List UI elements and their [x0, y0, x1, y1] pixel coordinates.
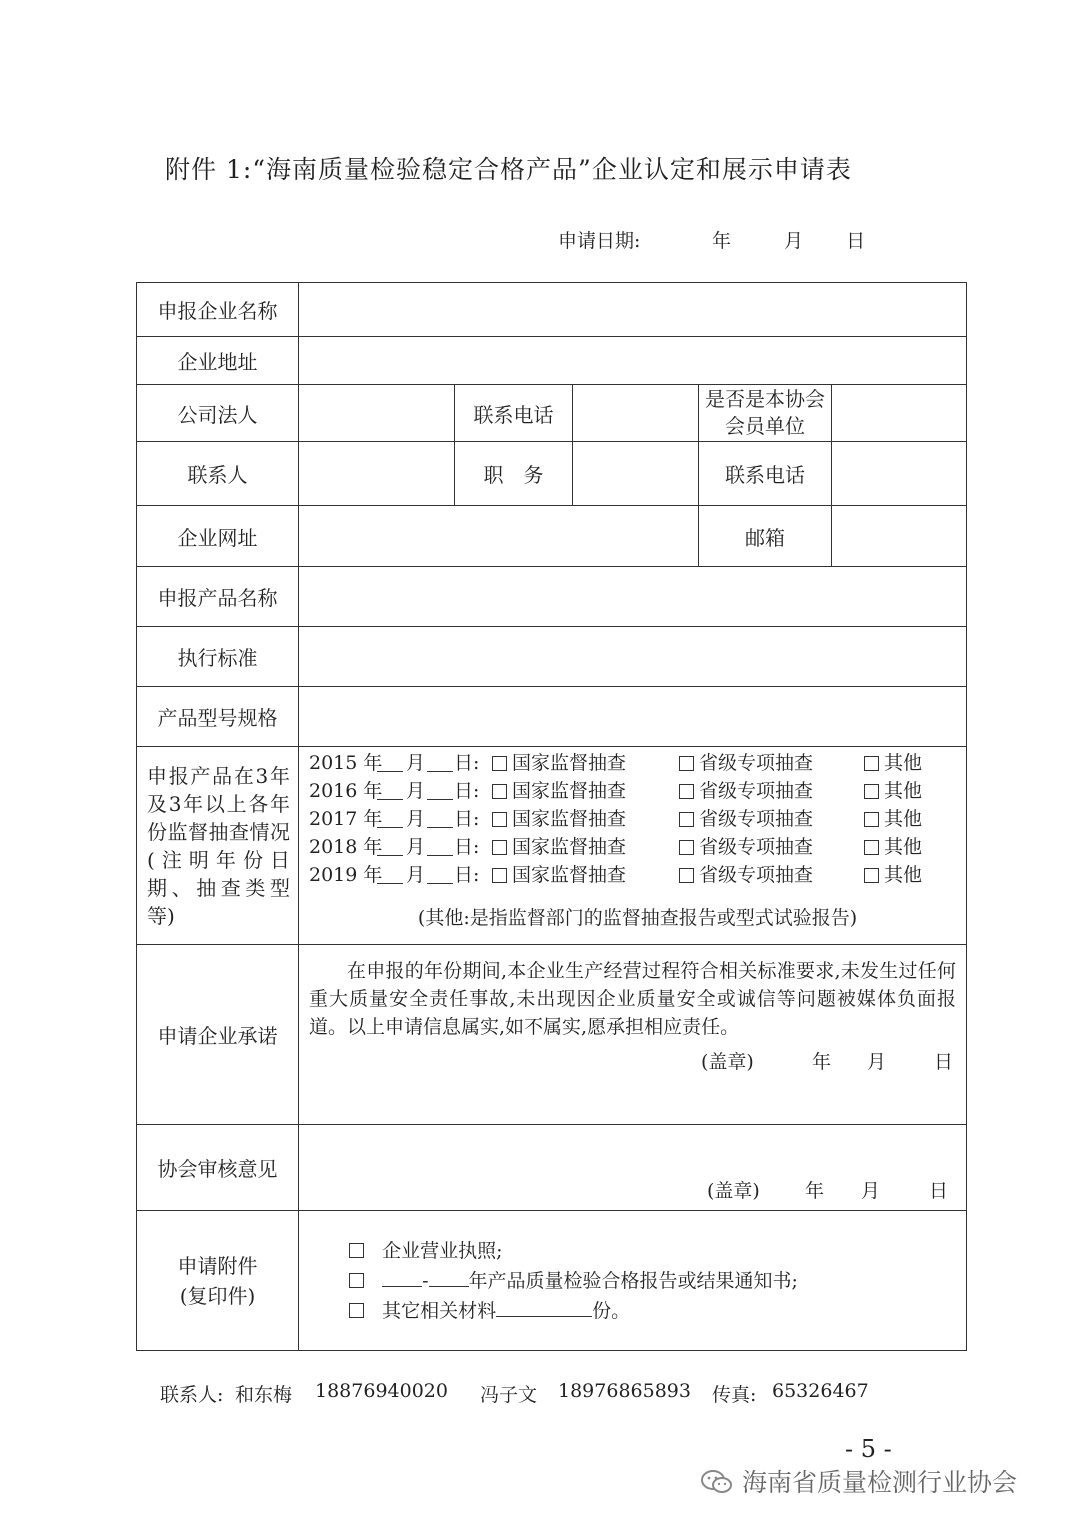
checkbox[interactable]	[679, 840, 694, 855]
blank-month[interactable]	[377, 777, 403, 800]
checkbox[interactable]	[492, 756, 507, 771]
contact-person-2: 冯子文	[480, 1384, 538, 1406]
contact-person-1: 和东梅	[235, 1384, 293, 1406]
inspection-year-row	[309, 833, 966, 861]
attachment-item-1: 企业营业执照;	[349, 1236, 966, 1266]
inspection-month-label: 月	[406, 752, 426, 774]
member-label: 是否是本协会会员单位	[699, 385, 832, 442]
pledge-stamp: (盖章)	[701, 1051, 754, 1073]
attachments-label-1: 申请附件	[177, 1253, 258, 1278]
company-address-label: 企业地址	[137, 337, 299, 385]
company-address-field[interactable]	[299, 337, 967, 385]
blank-day[interactable]	[427, 861, 453, 884]
phone2-field[interactable]	[832, 442, 967, 506]
pledge-month: 月	[867, 1051, 887, 1073]
review-month: 月	[861, 1180, 881, 1202]
option-national: 国家监督抽查	[512, 808, 627, 830]
review-cell[interactable]	[299, 1125, 967, 1211]
member-field[interactable]	[832, 385, 967, 442]
blank-month[interactable]	[377, 749, 403, 772]
blank-line[interactable]	[382, 1286, 422, 1287]
legal-person-label: 公司法人	[137, 385, 299, 442]
company-name-label: 申报企业名称	[137, 283, 299, 337]
phone2-label: 联系电话	[699, 442, 832, 506]
inspection-year-row	[309, 861, 966, 889]
option-other: 其他	[884, 808, 923, 830]
application-date-month: 月	[784, 230, 804, 252]
attachments-cell	[299, 1211, 967, 1351]
application-date-label: 申请日期:	[558, 230, 641, 252]
standard-field[interactable]	[299, 627, 967, 687]
option-other: 其他	[884, 780, 923, 802]
position-field[interactable]	[573, 442, 699, 506]
checkbox[interactable]	[679, 756, 694, 771]
product-name-label: 申报产品名称	[137, 567, 299, 627]
option-other: 其他	[884, 752, 923, 774]
pledge-year: 年	[812, 1051, 832, 1073]
inspection-month-label: 月	[406, 780, 426, 802]
inspection-year: 2019 年	[309, 864, 383, 886]
inspection-month-label: 月	[406, 836, 426, 858]
review-stamp: (盖章)	[707, 1180, 760, 1202]
inspection-day-label: 日:	[454, 780, 480, 802]
checkbox[interactable]	[492, 868, 507, 883]
inspection-note: (其他:是指监督部门的监督抽查报告或型式试验报告)	[417, 907, 858, 929]
model-spec-field[interactable]	[299, 687, 967, 747]
fax-number: 65326467	[772, 1380, 869, 1402]
pledge-label: 申请企业承诺	[137, 945, 299, 1125]
checkbox[interactable]	[349, 1243, 364, 1258]
inspection-year: 2016 年	[309, 780, 383, 802]
blank-month[interactable]	[377, 861, 403, 884]
application-date	[558, 226, 865, 253]
page-number: - 5 -	[845, 1435, 892, 1463]
website-label: 企业网址	[137, 506, 299, 567]
inspection-label: 申报产品在3年及3年以上各年份监督抽查情况(注明年份日期、抽查类型等)	[137, 747, 299, 945]
company-name-field[interactable]	[299, 283, 967, 337]
contact-label: 联系人:	[160, 1384, 224, 1406]
checkbox[interactable]	[864, 840, 879, 855]
option-other: 其他	[884, 836, 923, 858]
application-date-day: 日	[846, 230, 866, 252]
blank-day[interactable]	[427, 805, 453, 828]
inspection-day-label: 日:	[454, 752, 480, 774]
option-provincial: 省级专项抽查	[699, 836, 814, 858]
pledge-day: 日	[934, 1051, 954, 1073]
checkbox[interactable]	[679, 868, 694, 883]
checkbox[interactable]	[864, 756, 879, 771]
inspection-year: 2015 年	[309, 752, 383, 774]
checkbox[interactable]	[679, 784, 694, 799]
phone-label: 联系电话	[455, 385, 573, 442]
legal-person-field[interactable]	[299, 385, 455, 442]
standard-label: 执行标准	[137, 627, 299, 687]
inspection-year-row	[309, 805, 966, 833]
attachments-label-2: (复印件)	[179, 1283, 256, 1308]
blank-month[interactable]	[377, 833, 403, 856]
product-name-field[interactable]	[299, 567, 967, 627]
option-other: 其他	[884, 864, 923, 886]
option-national: 国家监督抽查	[512, 752, 627, 774]
application-form-table	[136, 282, 967, 1351]
watermark-text: 海南省质量检测行业协会	[742, 1468, 1018, 1497]
option-provincial: 省级专项抽查	[699, 752, 814, 774]
email-field[interactable]	[832, 506, 967, 567]
pledge-cell	[299, 945, 967, 1125]
watermark	[700, 1463, 1017, 1499]
inspection-day-label: 日:	[454, 864, 480, 886]
checkbox[interactable]	[492, 840, 507, 855]
checkbox[interactable]	[492, 812, 507, 827]
review-day: 日	[929, 1180, 949, 1202]
inspection-year: 2018 年	[309, 836, 383, 858]
contact-phone-2: 18976865893	[558, 1380, 691, 1402]
checkbox[interactable]	[864, 868, 879, 883]
attachment-item-2: - 年产品质量检验合格报告或结果通知书;	[349, 1266, 966, 1296]
attachment-item-3: 其它相关材料 份。	[349, 1296, 966, 1326]
blank-day[interactable]	[427, 833, 453, 856]
model-spec-label: 产品型号规格	[137, 687, 299, 747]
checkbox[interactable]	[492, 784, 507, 799]
pledge-text: 在申报的年份期间,本企业生产经营过程符合相关标准要求,未发生过任何重大质量安全责任事故,未出现因企业质量安全或诚信等问题被媒体负面报道。以上申请信息属实,如不属实,愿承担相应责任。	[309, 960, 957, 1038]
option-provincial: 省级专项抽查	[699, 864, 814, 886]
website-field[interactable]	[299, 506, 699, 567]
option-provincial: 省级专项抽查	[699, 780, 814, 802]
email-label: 邮箱	[699, 506, 832, 567]
inspection-day-label: 日:	[454, 836, 480, 858]
review-year: 年	[805, 1180, 825, 1202]
inspection-year-row	[309, 749, 966, 777]
inspection-day-label: 日:	[454, 808, 480, 830]
attachments-label	[137, 1211, 299, 1351]
blank-line[interactable]	[496, 1316, 592, 1317]
inspection-year: 2017 年	[309, 808, 383, 830]
document-title: 附件 1:“海南质量检验稳定合格产品”企业认定和展示申请表	[165, 155, 852, 184]
checkbox[interactable]	[864, 812, 879, 827]
review-label: 协会审核意见	[137, 1125, 299, 1211]
blank-month[interactable]	[377, 805, 403, 828]
phone-field[interactable]	[573, 385, 699, 442]
option-national: 国家监督抽查	[512, 780, 627, 802]
checkbox[interactable]	[349, 1273, 364, 1288]
wechat-icon	[700, 1469, 734, 1495]
contact-person-field[interactable]	[299, 442, 455, 506]
blank-day[interactable]	[427, 749, 453, 772]
inspection-cell	[299, 747, 967, 945]
inspection-month-label: 月	[406, 808, 426, 830]
option-national: 国家监督抽查	[512, 836, 627, 858]
checkbox[interactable]	[679, 812, 694, 827]
application-date-year: 年	[712, 230, 732, 252]
checkbox[interactable]	[349, 1303, 364, 1318]
option-national: 国家监督抽查	[512, 864, 627, 886]
blank-day[interactable]	[427, 777, 453, 800]
contact-person-label: 联系人	[137, 442, 299, 506]
position-label: 职 务	[455, 442, 573, 506]
inspection-month-label: 月	[406, 864, 426, 886]
inspection-year-row	[309, 777, 966, 805]
contact-phone-1: 18876940020	[315, 1380, 448, 1402]
option-provincial: 省级专项抽查	[699, 808, 814, 830]
checkbox[interactable]	[864, 784, 879, 799]
fax-label: 传真:	[712, 1384, 757, 1406]
blank-line[interactable]	[429, 1286, 469, 1287]
